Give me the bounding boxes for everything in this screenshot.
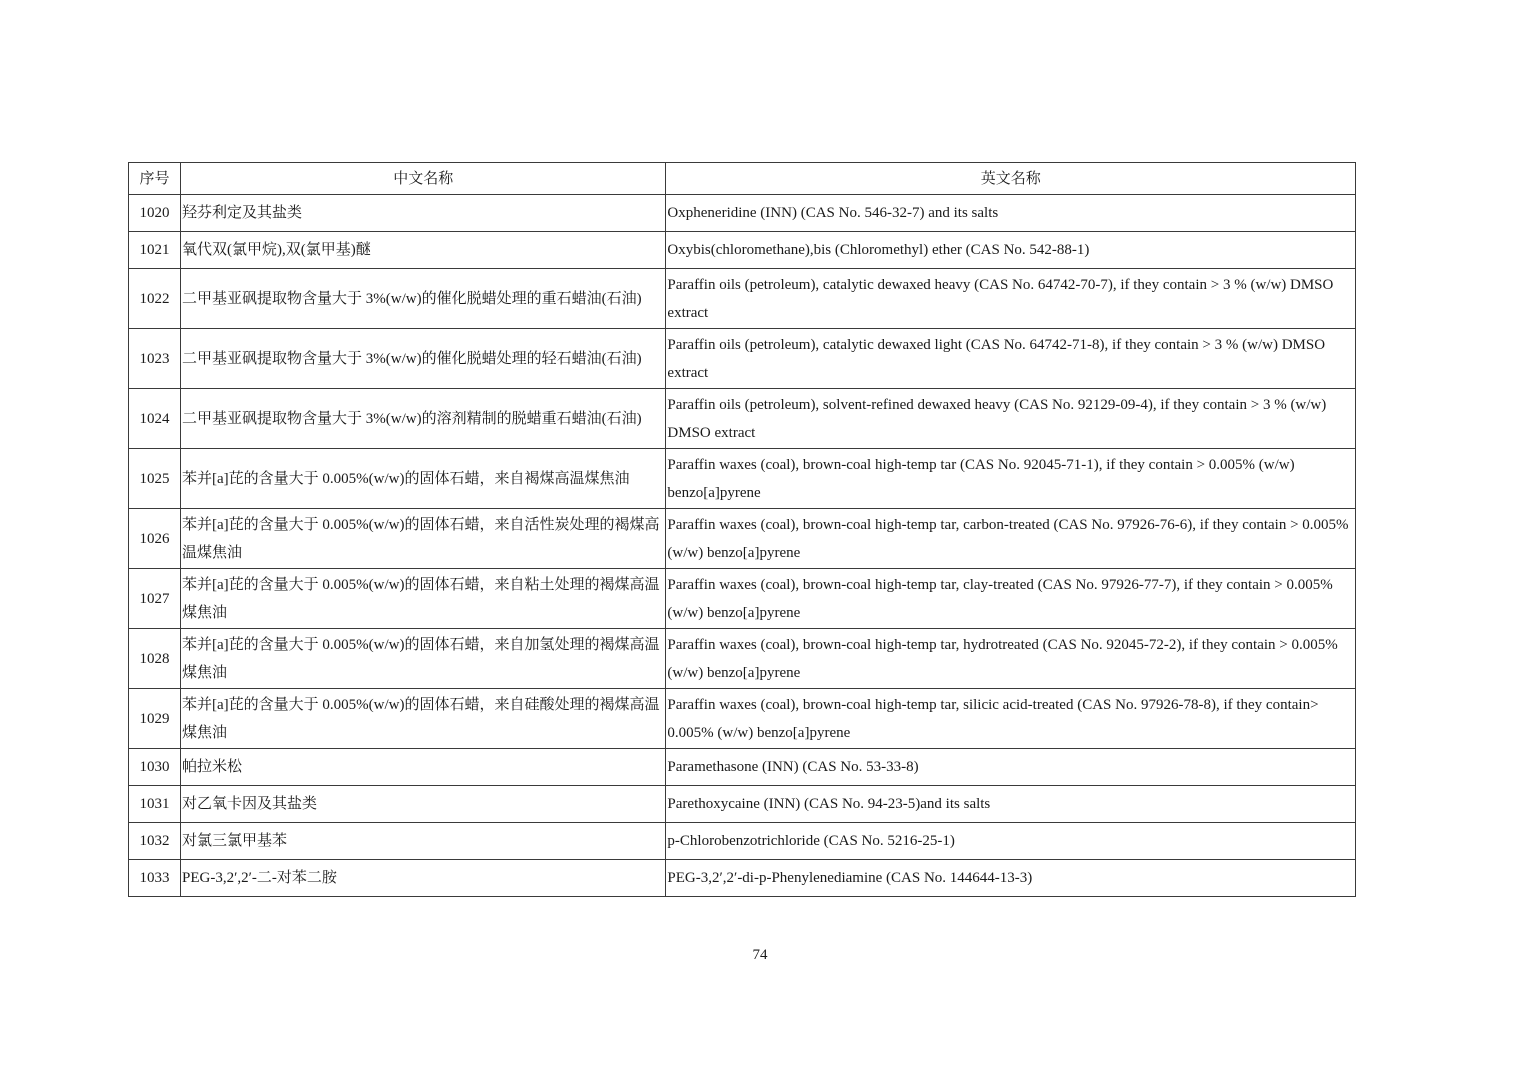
- row-chinese-name: 二甲基亚砜提取物含量大于 3%(w/w)的催化脱蜡处理的轻石蜡油(石油): [181, 329, 666, 389]
- row-chinese-name: 对乙氧卡因及其盐类: [181, 786, 666, 823]
- row-chinese-name: 苯并[a]芘的含量大于 0.005%(w/w)的固体石蜡，来自褐煤高温煤焦油: [181, 449, 666, 509]
- row-number: 1025: [129, 449, 181, 509]
- row-english-name: Paraffin waxes (coal), brown-coal high-temp tar, clay-treated (CAS No. 97926-77-7), if they contain > 0.005% (w/w) benzo[a]pyrene: [666, 569, 1356, 629]
- table-row: [129, 749, 1356, 786]
- row-number: 1031: [129, 786, 181, 823]
- table-row: [129, 509, 1356, 569]
- header-english-name: 英文名称: [666, 163, 1356, 195]
- row-english-name: Parethoxycaine (INN) (CAS No. 94-23-5)and its salts: [666, 786, 1356, 823]
- row-english-name: PEG-3,2′,2′-di-p-Phenylenediamine (CAS No. 144644-13-3): [666, 860, 1356, 897]
- row-chinese-name: 二甲基亚砜提取物含量大于 3%(w/w)的催化脱蜡处理的重石蜡油(石油): [181, 269, 666, 329]
- row-number: 1026: [129, 509, 181, 569]
- row-english-name: Paraffin oils (petroleum), solvent-refined dewaxed heavy (CAS No. 92129-09-4), if they contain > 3 % (w/w) DMSO extract: [666, 389, 1356, 449]
- row-english-name: Paraffin oils (petroleum), catalytic dewaxed light (CAS No. 64742-71-8), if they contain > 3 % (w/w) DMSO extract: [666, 329, 1356, 389]
- table-row: [129, 232, 1356, 269]
- header-chinese-name: 中文名称: [181, 163, 666, 195]
- table-row: [129, 823, 1356, 860]
- table-row: [129, 629, 1356, 689]
- row-english-name: Oxybis(chloromethane),bis (Chloromethyl) ether (CAS No. 542-88-1): [666, 232, 1356, 269]
- row-english-name: Paramethasone (INN) (CAS No. 53-33-8): [666, 749, 1356, 786]
- row-number: 1027: [129, 569, 181, 629]
- row-english-name: Paraffin waxes (coal), brown-coal high-temp tar, silicic acid-treated (CAS No. 97926-78-8), if they contain> 0.005% (w/w) benzo[a]pyrene: [666, 689, 1356, 749]
- table-row: [129, 569, 1356, 629]
- row-chinese-name: 帕拉米松: [181, 749, 666, 786]
- row-chinese-name: 苯并[a]芘的含量大于 0.005%(w/w)的固体石蜡，来自活性炭处理的褐煤高温煤焦油: [181, 509, 666, 569]
- row-chinese-name: 氧代双(氯甲烷),双(氯甲基)醚: [181, 232, 666, 269]
- table-row: [129, 786, 1356, 823]
- substance-table: [128, 162, 1356, 897]
- row-chinese-name: 羟芬利定及其盐类: [181, 195, 666, 232]
- row-english-name: Paraffin waxes (coal), brown-coal high-temp tar, hydrotreated (CAS No. 92045-72-2), if they contain > 0.005% (w/w) benzo[a]pyrene: [666, 629, 1356, 689]
- row-chinese-name: 二甲基亚砜提取物含量大于 3%(w/w)的溶剂精制的脱蜡重石蜡油(石油): [181, 389, 666, 449]
- row-number: 1032: [129, 823, 181, 860]
- row-number: 1024: [129, 389, 181, 449]
- table-row: [129, 329, 1356, 389]
- row-number: 1023: [129, 329, 181, 389]
- row-number: 1028: [129, 629, 181, 689]
- row-english-name: Paraffin oils (petroleum), catalytic dewaxed heavy (CAS No. 64742-70-7), if they contain > 3 % (w/w) DMSO extract: [666, 269, 1356, 329]
- table-row: [129, 269, 1356, 329]
- row-chinese-name: 苯并[a]芘的含量大于 0.005%(w/w)的固体石蜡，来自硅酸处理的褐煤高温煤焦油: [181, 689, 666, 749]
- row-chinese-name: 苯并[a]芘的含量大于 0.005%(w/w)的固体石蜡，来自加氢处理的褐煤高温煤焦油: [181, 629, 666, 689]
- row-number: 1029: [129, 689, 181, 749]
- row-english-name: Paraffin waxes (coal), brown-coal high-temp tar (CAS No. 92045-71-1), if they contain > 0.005% (w/w) benzo[a]pyrene: [666, 449, 1356, 509]
- row-number: 1033: [129, 860, 181, 897]
- row-english-name: Paraffin waxes (coal), brown-coal high-temp tar, carbon-treated (CAS No. 97926-76-6), if they contain > 0.005% (w/w) benzo[a]pyrene: [666, 509, 1356, 569]
- table-row: [129, 449, 1356, 509]
- table-row: [129, 195, 1356, 232]
- row-english-name: Oxpheneridine (INN) (CAS No. 546-32-7) and its salts: [666, 195, 1356, 232]
- row-number: 1020: [129, 195, 181, 232]
- row-number: 1030: [129, 749, 181, 786]
- table-row: [129, 860, 1356, 897]
- row-chinese-name: PEG-3,2′,2′-二-对苯二胺: [181, 860, 666, 897]
- header-number: 序号: [129, 163, 181, 195]
- page-number: 74: [752, 947, 768, 963]
- table-row: [129, 389, 1356, 449]
- row-number: 1022: [129, 269, 181, 329]
- row-chinese-name: 苯并[a]芘的含量大于 0.005%(w/w)的固体石蜡，来自粘土处理的褐煤高温煤焦油: [181, 569, 666, 629]
- table-row: [129, 689, 1356, 749]
- row-number: 1021: [129, 232, 181, 269]
- row-english-name: p-Chlorobenzotrichloride (CAS No. 5216-25-1): [666, 823, 1356, 860]
- row-chinese-name: 对氯三氯甲基苯: [181, 823, 666, 860]
- table-header-row: [129, 163, 1356, 195]
